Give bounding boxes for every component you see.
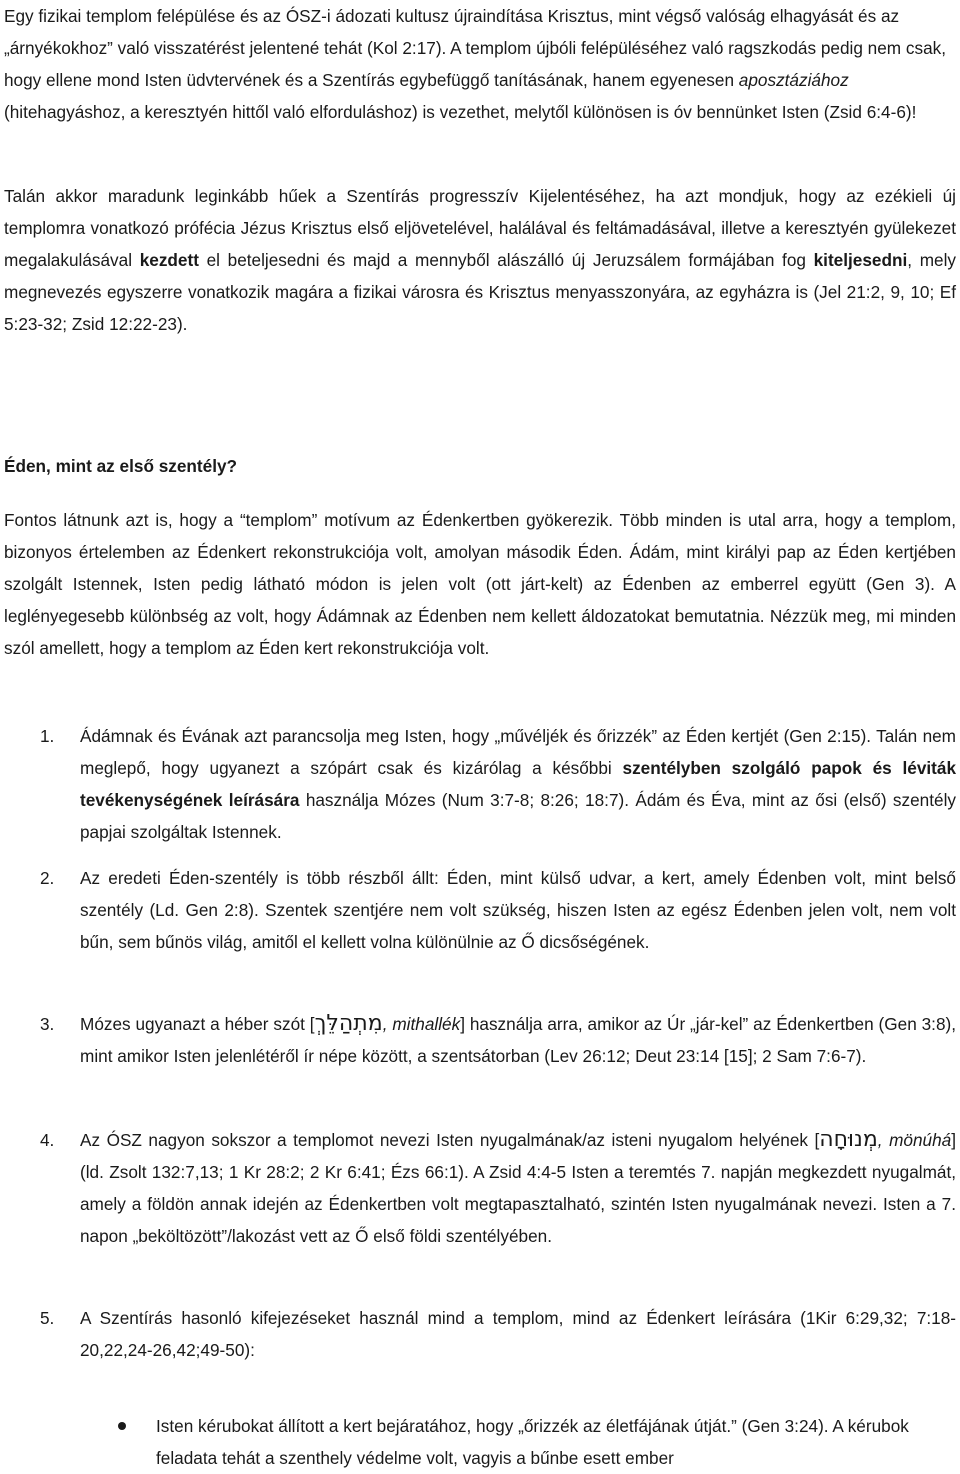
emphasis-apostasy: aposztáziához — [738, 70, 849, 90]
list-item-text: Az ÓSZ nagyon sokszor a templomot nevezi Isten nyugalmának/az isteni nyugalom helyének [מְנוּחָה, mönúhá] (ld. Zsolt 132:7,13; 1 Kr 28:2; 2 Kr 6:41; Ézs 66:1). A Zsid 4:4-5 Isten a teremtés 7. napján megkezdett nyugalmát, amely a földön annak idején az Édenkertben volt megtapasztalható, szintén Isten nyugalmának nevezi. Isten a 7. napon „beköltözött”/lakozást vett az Ő első földi szentélyében. — [80, 1127, 956, 1246]
bold-priestly-service: szentélyben szolgáló papok és léviták tevékenységének leírására — [80, 758, 957, 810]
paragraph-eden-intro: Fontos látnunk azt is, hogy a “templom” motívum az Édenkertben gyökerezik. Több minden is utal arra, hogy a templom, bizonyos értelemben az Édenkert rekonstrukciója volt, amolyan második Éden. Ádám, mint királyi pap az Éden kertjében szolgált Istennek, Isten pedig látható módon is jelen volt (ott járt-kelt) az Édenben az emberrel együtt (Gen 3). A leglényegesebb különbség az volt, hogy Ádámnak az Édenben nem kellett áldozatokat bemutatnia. Nézzük meg, mi minden szól amellett, hogy a templom az Éden kert rekonstrukciója volt. — [4, 510, 956, 658]
list-number: 5. — [40, 1308, 55, 1328]
bullet-dot-icon — [118, 1422, 126, 1430]
paragraph-progressive-revelation: Talán akkor maradunk leginkább hűek a Szentírás progresszív Kijelentéséhez, ha azt mondjuk, hogy az ezékieli új templomra vonatkozó prófécia Jézus Krisztus első eljövetelével, halálával és feltámadásával, illetve a keresztyén gyülekezet megalakulásával kezdett el beteljesedni és majd a mennyből alászálló új Jeruzsálem formájában fog kiteljesedni, mely megnevezés egyszerre vonatkozik magára a fizikai városra és Krisztus menyasszonyára, az egyházra is (Jel 21:2, 9, 10; Ef 5:23-32; Zsid 12:22-23). — [4, 186, 956, 334]
list-item-text: A Szentírás hasonló kifejezéseket használ mind a templom, mind az Édenkert leírására (1Kir 6:29,32; 7:18-20,22,24-26,42;49-50): — [80, 1308, 956, 1360]
list-number: 3. — [40, 1014, 55, 1034]
bold-kezdett: kezdett — [139, 250, 199, 270]
list-item-text: Ádámnak és Évának azt parancsolja meg Isten, hogy „művéljék és őrizzék” az Éden kertjét (Gen 2:15). Talán nem meglepő, hogy ugyanezt a szópárt csak és kizárólag a későbbi szentélyben szolgáló papok és léviták tevékenységének leírására használja Mózes (Num 3:7-8; 8:26; 18:7). Ádám és Éva, mint az ősi (első) szentély papjai szolgáltak Istennek. — [80, 726, 957, 842]
list-number: 1. — [40, 726, 55, 746]
list-item-text: Mózes ugyanazt a héber szót [מִתְהַלֵּךְ, mithallék] használja arra, amikor az Úr „jár-kel” az Édenkertben (Gen 3:8), mint amikor Isten jelenlétéről ír népe között, a szentsátorban (Lev 26:12; Deut 23:14 [15]; 2 Sam 7:6-7). — [80, 1011, 957, 1066]
hebrew-word-menuha: מְנוּחָה — [819, 1127, 878, 1152]
bullet-item-text: Isten kérubokat állított a kert bejáratához, hogy „őrizzék az életfájának útját.” (Gen 3:24). A kérubok feladata tehát a szenthely védelme volt, vagyis a bűnbe esett ember — [156, 1416, 909, 1468]
paragraph-temple-rebuild: Egy fizikai templom felépülése és az ÓSZ-i ádozati kultusz újraindítása Krisztus, mint végső valóság elhagyását és az „árnyékokhoz” való visszatérést jelentené tehát (Kol 2:17). A templom újbóli felépüléséhez való ragszkodás pedig nem csak, hogy ellene mond Isten üdvtervének és a Szentírás egybefüggő tanításának, hanem egyenesen aposztáziához (hitehagyáshoz, a keresztyén hittől való elforduláshoz) is vezethet, melytől különösen is óv bennünket Isten (Zsid 6:4-6)! — [4, 6, 947, 122]
list-number: 4. — [40, 1130, 55, 1150]
list-number: 2. — [40, 868, 55, 888]
section-heading: Éden, mint az első szentély? — [4, 456, 238, 476]
bold-kiteljesedni: kiteljesedni — [813, 250, 908, 270]
list-item-text: Az eredeti Éden-szentély is több részből állt: Éden, mint külső udvar, a kert, amely Édenben volt, mint belső szentély (Ld. Gen 2:8). Szentek szentjére nem volt szükség, hiszen Isten az egész Édenben jelen volt, nem volt bűn, sem bűnös világ, amitől el kellett volna különülnie az Ő dicsőségének. — [80, 868, 956, 952]
hebrew-word-mithallek: מִתְהַלֵּךְ — [314, 1011, 383, 1036]
